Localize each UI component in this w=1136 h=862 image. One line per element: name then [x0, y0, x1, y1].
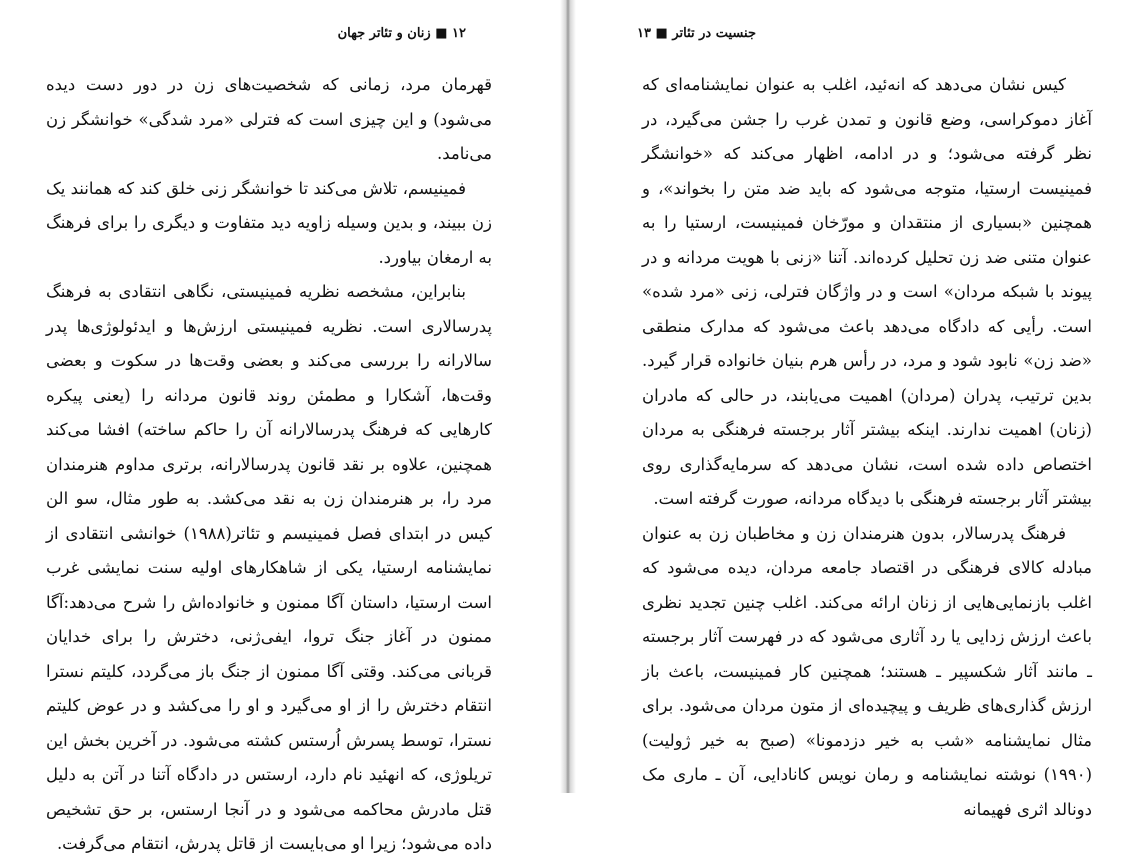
right-page — [576, 0, 1136, 819]
book-gutter — [560, 0, 576, 793]
left-page-header: ۱۲ ■ زنان و تئاتر جهان — [337, 26, 466, 41]
paragraph: فمینیسم، تلاش می‌کند تا خوانشگر زنی خلق کند که همانند یک زن ببیند، و بدین وسیله زاویه دید متفاوت و دیگری را برای فرهنگ به ارمغان بیاورد. — [46, 178, 492, 267]
paragraph: کیس نشان می‌دهد که انه‌ئید، اغلب به عنوان نمایشنامه‌ای که آغاز دموکراسی، وضع قانون و تمدن غرب را جشن می‌گیرد، در نظر گرفته می‌شود؛ و در ادامه، اظهار می‌کند که «خوانشگر فمینیست ارستیا، متوجه می‌شود که باید ضد متن را بخواند»، و همچنین «بسیاری از منتقدان و مورّخان فمینیست، ارستیا را به عنوان متنی ضد زن تحلیل کرده‌اند. آتنا «زنی با هویت مردانه و در پیوند با شبکه مردان» است و در واژگان فترلی، زنی «مرد شده» است. رأیی که دادگاه می‌دهد باعث می‌شود که مدارک منطقی «ضد زن» نابود شود و مرد، در رأس هرم بنیان خانواده قرار گیرد. بدین ترتیب، پدران (مردان) اهمیت می‌یابند، در حالی که مادران (زنان) اهمیت ندارند. اینکه بیشتر آثار برجسته فرهنگی به مردان اختصاص داده شده است، نشان می‌دهد که سرمایه‌گذاری روی بیشتر آثار برجسته فرهنگی با دیدگاه مردانه، صورت گرفته است. — [642, 75, 1092, 508]
left-page-body — [46, 68, 492, 862]
left-page — [0, 0, 560, 853]
paragraph: قهرمان مرد، زمانی که شخصیت‌های زن در دور دست دیده می‌شود) و این چیزی است که فترلی «مرد شدگی» خوانشگر زن می‌نامد. — [46, 75, 492, 163]
right-page-body — [642, 68, 1092, 827]
right-page-header: جنسیت در تئاتر ■ ۱۳ — [637, 26, 756, 41]
paragraph: بنابراین، مشخصه نظریه فمینیستی، نگاهی انتقادی به فرهنگ پدرسالاری است. نظریه فمینیستی ارزش‌ها و ایدئولوژی‌ها پدر سالارانه را بررسی می‌کند و بعضی وقت‌ها در سکوت و بعضی وقت‌ها، آشکارا و مطمئن روند قانون مردانه را (یعنی پیکره کارهایی که فرهنگ پدرسالارانه آن را حاکم ساخته) افشا می‌کند همچنین، علاوه بر نقد قانون پدرسالارانه، برتری مداوم هنرمندان مرد را، بر هنرمندان زن به نقد می‌کشد. به طور مثال، سو الن کیس در ابتدای فصل فمینیسم و تئاتر(۱۹۸۸) خوانشی انتقادی از نمایشنامه ارستیا، یکی از شاهکارهای اولیه سنت نمایشی غرب است ارستیا، داستان آگا ممنون و خانواده‌اش را شرح می‌دهد:آگا ممنون در آغاز جنگ تروا، ایفی‌ژنی، دخترش را برای خدایان قربانی می‌کند. وقتی آگا ممنون از جنگ باز می‌گردد، کلیتم نسترا انتقام دخترش را از او می‌گیرد و او را می‌کشد و در عوض کلیتم نسترا، توسط پسرش اُرستس کشته می‌شود. در آخرین بخش این تریلوژی، که انهئید نام دارد، ارستس در دادگاه آتنا در آتن به دلیل قتل مادرش محاکمه می‌شود و در آنجا ارستس، بر حق تشخیص داده می‌شود؛ زیرا او می‌بایست از قاتل پدرش، انتقام می‌گرفت. — [46, 282, 492, 853]
paragraph: فرهنگ پدرسالار، بدون هنرمندان زن و مخاطبان زن به عنوان مبادله کالای فرهنگی در اقتصاد جامعه مردان، دیده می‌شود که اغلب بازنمایی‌هایی از زنان ارائه می‌کند. اغلب چنین تجدید نظری باعث ارزش زدایی یا رد آثاری می‌شود که در فهرست آثار برجسته ـ مانند آثار شکسپیر ـ هستند؛ همچنین کار فمینیست، باعث باز ارزش گذاری‌های ظریف و پیچیده‌ای از متون مردان می‌شود. برای مثال نمایشنامه «شب به خیر دزدمونا» (صبح به خیر ژولیت) (۱۹۹۰) نوشته نمایشنامه و رمان نویس کانادایی، آن ـ ماری مک دونالد اثری فهیمانه — [642, 523, 1092, 819]
